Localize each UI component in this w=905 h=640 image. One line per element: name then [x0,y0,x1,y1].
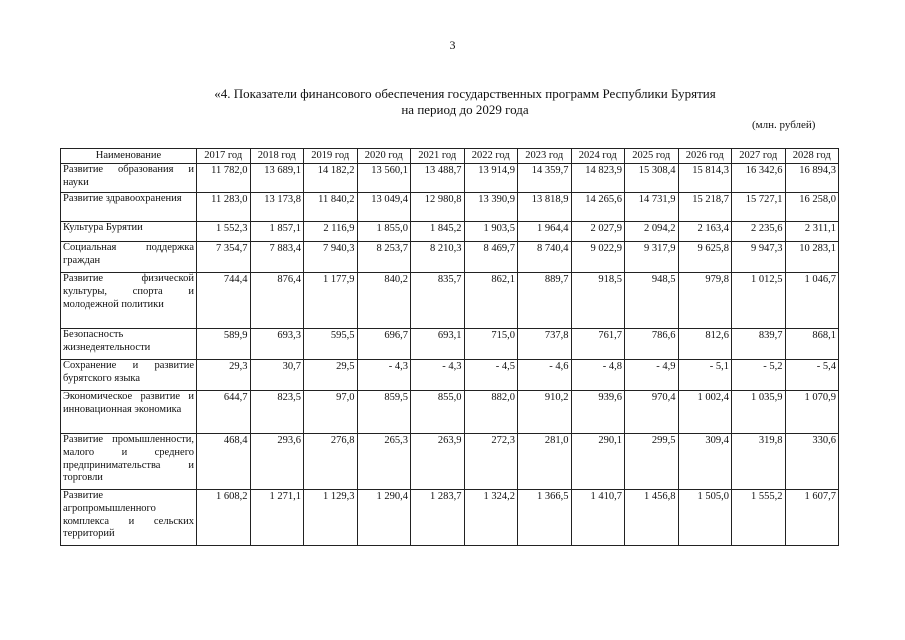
table-row [61,193,839,222]
value-cell: 823,5 [250,391,304,434]
value-cell: 309,4 [678,434,732,490]
value-cell: 1 552,3 [197,222,251,242]
value-cell: 862,1 [464,273,518,329]
name-column-header: Наименование [61,149,197,164]
value-cell: 1 177,9 [304,273,358,329]
value-cell: 644,7 [197,391,251,434]
value-cell: 693,3 [250,329,304,360]
value-cell: 9 022,9 [571,242,625,273]
title-line-1: «4. Показатели финансового обеспечения государственных программ Республики Бурятия [214,86,716,101]
value-cell: 1 456,8 [625,490,679,546]
table-row [61,242,839,273]
value-cell: 12 980,8 [411,193,465,222]
value-cell: 1 607,7 [785,490,839,546]
value-cell: 290,1 [571,434,625,490]
value-cell: - 4,9 [625,360,679,391]
value-cell: - 5,4 [785,360,839,391]
value-cell: 744,4 [197,273,251,329]
value-cell: 265,3 [357,434,411,490]
value-cell: 9 947,3 [732,242,786,273]
value-cell: 910,2 [518,391,572,434]
year-column-header: 2027 год [732,149,786,164]
value-cell: 1 070,9 [785,391,839,434]
table-row [61,222,839,242]
value-cell: - 4,3 [357,360,411,391]
value-cell: 839,7 [732,329,786,360]
value-cell: 1 271,1 [250,490,304,546]
year-column-header: 2019 год [304,149,358,164]
value-cell: 1 035,9 [732,391,786,434]
value-cell: 263,9 [411,434,465,490]
value-cell: 7 354,7 [197,242,251,273]
value-cell: 1 555,2 [732,490,786,546]
value-cell: 1 129,3 [304,490,358,546]
value-cell: 812,6 [678,329,732,360]
value-cell: 272,3 [464,434,518,490]
table-header-row [61,149,839,164]
value-cell: 2 311,1 [785,222,839,242]
value-cell: 281,0 [518,434,572,490]
value-cell: 786,6 [625,329,679,360]
table-row [61,273,839,329]
value-cell: 15 727,1 [732,193,786,222]
value-cell: 29,3 [197,360,251,391]
value-cell: 8 210,3 [411,242,465,273]
value-cell: 15 308,4 [625,164,679,193]
value-cell: 1 324,2 [464,490,518,546]
year-column-header: 2020 год [357,149,411,164]
value-cell: 693,1 [411,329,465,360]
value-cell: 13 049,4 [357,193,411,222]
value-cell: 868,1 [785,329,839,360]
value-cell: 14 182,2 [304,164,358,193]
value-cell: 13 488,7 [411,164,465,193]
value-cell: - 4,3 [411,360,465,391]
program-name-cell: Развитие агропромышленного комплекса и сельских территорий [61,490,197,546]
value-cell: 979,8 [678,273,732,329]
value-cell: 13 173,8 [250,193,304,222]
value-cell: - 4,6 [518,360,572,391]
table-row [61,329,839,360]
value-cell: 30,7 [250,360,304,391]
units-note: (млн. рублей) [752,119,816,131]
program-name-cell: Развитие образования и науки [61,164,197,193]
value-cell: 330,6 [785,434,839,490]
document-title [120,86,810,118]
value-cell: 14 265,6 [571,193,625,222]
value-cell: 1 410,7 [571,490,625,546]
year-column-header: 2024 год [571,149,625,164]
value-cell: 9 625,8 [678,242,732,273]
value-cell: 948,5 [625,273,679,329]
value-cell: 1 845,2 [411,222,465,242]
value-cell: 11 840,2 [304,193,358,222]
table-row [61,360,839,391]
value-cell: 7 883,4 [250,242,304,273]
value-cell: 1 857,1 [250,222,304,242]
value-cell: 16 894,3 [785,164,839,193]
value-cell: 1 046,7 [785,273,839,329]
value-cell: 16 258,0 [785,193,839,222]
value-cell: 761,7 [571,329,625,360]
table-row [61,164,839,193]
value-cell: 737,8 [518,329,572,360]
value-cell: 15 218,7 [678,193,732,222]
value-cell: - 5,2 [732,360,786,391]
year-column-header: 2021 год [411,149,465,164]
value-cell: 7 940,3 [304,242,358,273]
value-cell: 876,4 [250,273,304,329]
program-name-cell: Экономическое развитие и инновационная экономика [61,391,197,434]
value-cell: 13 818,9 [518,193,572,222]
value-cell: 97,0 [304,391,358,434]
value-cell: 276,8 [304,434,358,490]
value-cell: 293,6 [250,434,304,490]
value-cell: 696,7 [357,329,411,360]
year-column-header: 2017 год [197,149,251,164]
value-cell: 1 608,2 [197,490,251,546]
value-cell: 1 283,7 [411,490,465,546]
value-cell: - 4,5 [464,360,518,391]
value-cell: 13 914,9 [464,164,518,193]
value-cell: 855,0 [411,391,465,434]
program-name-cell: Развитие промышленности, малого и среднего предпринимательства и торговли [61,434,197,490]
value-cell: 11 283,0 [197,193,251,222]
value-cell: 14 823,9 [571,164,625,193]
value-cell: 1 964,4 [518,222,572,242]
value-cell: 14 731,9 [625,193,679,222]
value-cell: - 4,8 [571,360,625,391]
value-cell: 970,4 [625,391,679,434]
value-cell: 14 359,7 [518,164,572,193]
value-cell: 16 342,6 [732,164,786,193]
value-cell: 10 283,1 [785,242,839,273]
year-column-header: 2022 год [464,149,518,164]
value-cell: 715,0 [464,329,518,360]
year-column-header: 2028 год [785,149,839,164]
value-cell: 1 903,5 [464,222,518,242]
title-line-2: на период до 2029 года [401,102,529,117]
table-row [61,490,839,546]
value-cell: 299,5 [625,434,679,490]
program-name-cell: Развитие здравоохранения [61,193,197,222]
value-cell: 11 782,0 [197,164,251,193]
value-cell: 13 390,9 [464,193,518,222]
value-cell: 589,9 [197,329,251,360]
year-column-header: 2025 год [625,149,679,164]
page-number: 3 [449,38,456,52]
value-cell: 835,7 [411,273,465,329]
table-row [61,391,839,434]
program-name-cell: Социальная поддержка граждан [61,242,197,273]
value-cell: 8 740,4 [518,242,572,273]
table-row [61,434,839,490]
value-cell: 15 814,3 [678,164,732,193]
value-cell: 8 253,7 [357,242,411,273]
value-cell: 2 116,9 [304,222,358,242]
program-name-cell: Безопасность жизнедеятельности [61,329,197,360]
value-cell: 595,5 [304,329,358,360]
value-cell: 13 560,1 [357,164,411,193]
value-cell: 29,5 [304,360,358,391]
year-column-header: 2026 год [678,149,732,164]
value-cell: 2 235,6 [732,222,786,242]
value-cell: 1 855,0 [357,222,411,242]
value-cell: 13 689,1 [250,164,304,193]
value-cell: 889,7 [518,273,572,329]
value-cell: 859,5 [357,391,411,434]
value-cell: 468,4 [197,434,251,490]
value-cell: 319,8 [732,434,786,490]
value-cell: 939,6 [571,391,625,434]
year-column-header: 2023 год [518,149,572,164]
value-cell: 882,0 [464,391,518,434]
program-name-cell: Развитие физической культуры, спорта и молодежной политики [61,273,197,329]
value-cell: - 5,1 [678,360,732,391]
value-cell: 9 317,9 [625,242,679,273]
value-cell: 1 002,4 [678,391,732,434]
value-cell: 2 163,4 [678,222,732,242]
value-cell: 1 505,0 [678,490,732,546]
financial-table [60,148,839,546]
value-cell: 1 290,4 [357,490,411,546]
value-cell: 1 012,5 [732,273,786,329]
value-cell: 840,2 [357,273,411,329]
program-name-cell: Сохранение и развитие бурятского языка [61,360,197,391]
value-cell: 8 469,7 [464,242,518,273]
value-cell: 1 366,5 [518,490,572,546]
value-cell: 918,5 [571,273,625,329]
value-cell: 2 027,9 [571,222,625,242]
program-name-cell: Культура Бурятии [61,222,197,242]
value-cell: 2 094,2 [625,222,679,242]
year-column-header: 2018 год [250,149,304,164]
